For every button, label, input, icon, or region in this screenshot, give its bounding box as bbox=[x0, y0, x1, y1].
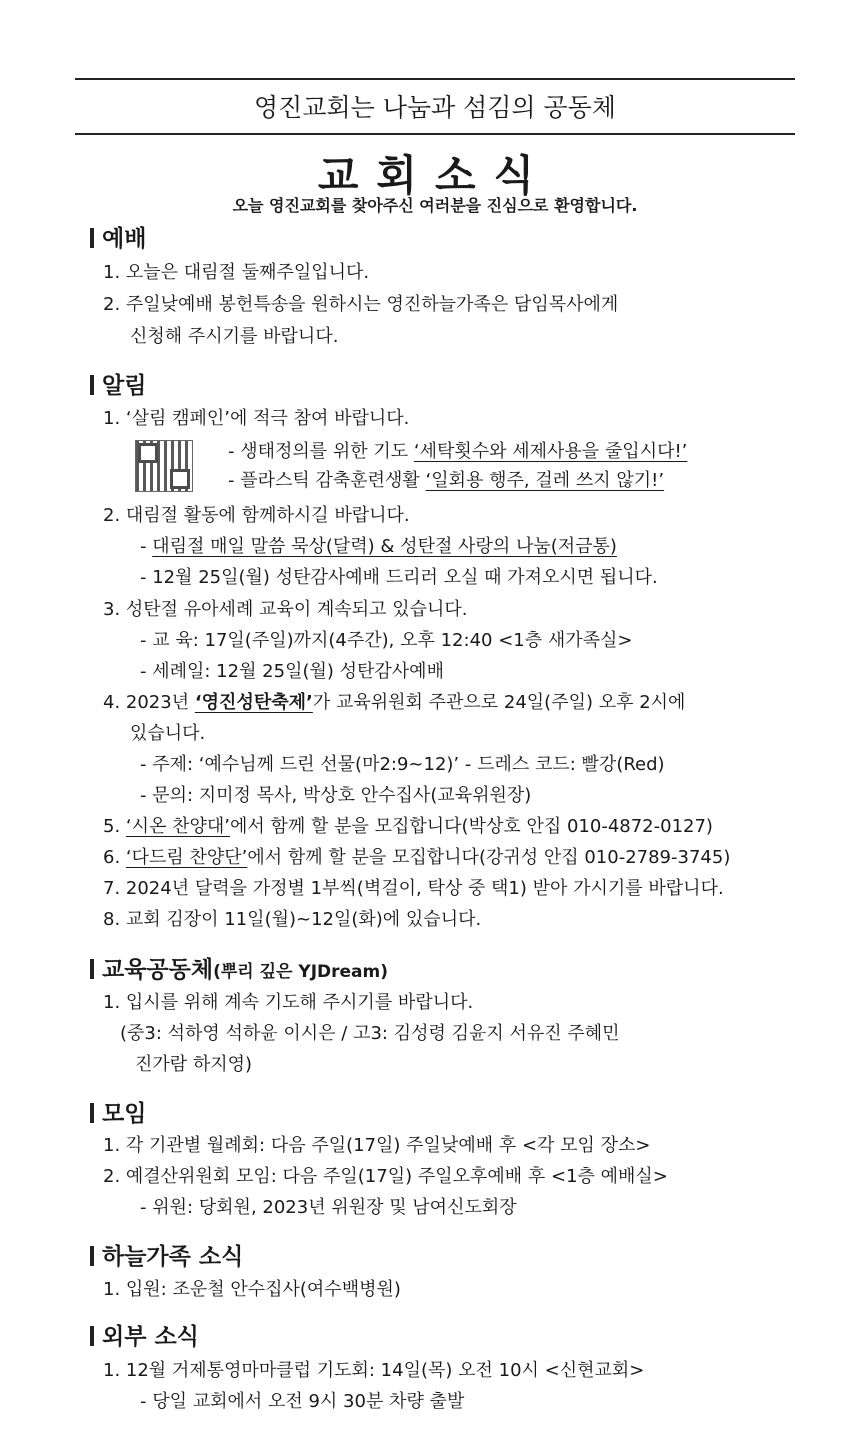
notice-item-2a bbox=[140, 532, 617, 558]
text: - 플라스틱 감축훈련생활 bbox=[228, 470, 426, 491]
notice-item-3a: - 교 육: 17일(주일)까지(4주간), 오후 12:40 <1층 새가족실> bbox=[140, 630, 633, 651]
underlined-text: 대림절 매일 말씀 묵상(달력) & 성탄절 사랑의 나눔(저금통) bbox=[152, 536, 617, 557]
top-rule bbox=[75, 78, 795, 80]
section-education-heading bbox=[90, 951, 388, 984]
notice-item-1a bbox=[228, 437, 687, 463]
text: 6. bbox=[103, 847, 126, 868]
heading-sub-label: (뿌리 깊은 YJDream) bbox=[213, 962, 389, 982]
notice-item-5 bbox=[103, 812, 713, 838]
heading-bar bbox=[90, 375, 94, 395]
underlined-text: ‘영진성탄축제’ bbox=[194, 692, 313, 713]
heading-label: 교육공동체 bbox=[102, 957, 214, 983]
heading-bar bbox=[90, 228, 94, 248]
notice-item-4 bbox=[103, 688, 685, 714]
notice-item-3b: - 세례일: 12월 25일(월) 성탄감사예배 bbox=[140, 661, 444, 682]
text: 에서 함께 할 분을 모집합니다(강귀성 안집 010-2789-3745) bbox=[247, 847, 731, 868]
underlined-text: ‘일회용 행주, 걸레 쓰지 않기!’ bbox=[425, 470, 665, 491]
heading-label: 모임 bbox=[102, 1101, 147, 1127]
underlined-text: ‘세탁횟수와 세제사용을 줄입시다!’ bbox=[413, 441, 688, 462]
education-names-1: (중3: 석하영 석하윤 이시은 / 고3: 김성령 김윤지 서유진 주혜민 bbox=[120, 1023, 620, 1044]
notice-item-8: 8. 교회 김장이 11일(월)~12일(화)에 있습니다. bbox=[103, 909, 482, 930]
meeting-item-1: 1. 각 기관별 월례회: 다음 주일(17일) 주일낮예배 후 <각 모임 장소> bbox=[103, 1135, 651, 1156]
meeting-item-2: 2. 예결산위원회 모임: 다음 주일(17일) 주일오후예배 후 <1층 예배실> bbox=[103, 1166, 668, 1187]
heading-label: 예배 bbox=[102, 226, 147, 252]
heading-label: 하늘가족 소식 bbox=[102, 1244, 244, 1270]
external-item-1: 1. 12월 거제통영마마클럽 기도회: 14일(목) 오전 10시 <신현교회> bbox=[103, 1360, 645, 1381]
notice-item-2: 2. 대림절 활동에 함께하시길 바랍니다. bbox=[103, 505, 410, 526]
section-external-heading bbox=[90, 1318, 199, 1351]
section-family-heading bbox=[90, 1238, 243, 1271]
underlined-text: ‘시온 찬양대’ bbox=[125, 816, 231, 837]
notice-item-1: 1. ‘살림 캠페인’에 적극 참여 바랍니다. bbox=[103, 408, 410, 429]
notice-item-7: 7. 2024년 달력을 가정별 1부씩(벽걸이, 탁상 중 택1) 받아 가시기를 바랍니다. bbox=[103, 878, 724, 899]
heading-bar bbox=[90, 959, 94, 979]
heading-label: 알림 bbox=[102, 373, 147, 399]
qr-code-icon bbox=[135, 440, 193, 492]
page-title: 교회소식 bbox=[317, 151, 553, 200]
underlined-text: ‘다드림 찬양단’ bbox=[125, 847, 248, 868]
meeting-item-2a: - 위원: 당회원, 2023년 위원장 및 남여신도회장 bbox=[140, 1197, 517, 1218]
text: 5. bbox=[103, 816, 126, 837]
notice-item-1b bbox=[228, 466, 664, 492]
worship-item-2-cont: 신청해 주시기를 바랍니다. bbox=[130, 326, 339, 347]
section-meeting-heading bbox=[90, 1095, 146, 1128]
section-worship-heading bbox=[90, 220, 146, 253]
notice-item-2b: - 12월 25일(월) 성탄감사예배 드리러 오실 때 가져오시면 됩니다. bbox=[140, 567, 658, 588]
education-item-1: 1. 입시를 위해 계속 기도해 주시기를 바랍니다. bbox=[103, 992, 474, 1013]
external-item-1a: - 당일 교회에서 오전 9시 30분 차량 출발 bbox=[140, 1391, 465, 1412]
notice-item-4b: - 문의: 지미정 목사, 박상호 안수집사(교육위원장) bbox=[140, 785, 532, 806]
motto-rule bbox=[75, 133, 795, 135]
heading-bar bbox=[90, 1103, 94, 1123]
family-item-1: 1. 입원: 조운철 안수집사(여수백병원) bbox=[103, 1279, 401, 1300]
text: - 생태정의를 위한 기도 bbox=[228, 441, 414, 462]
welcome-subtitle: 오늘 영진교회를 찾아주신 여러분을 진심으로 환영합니다. bbox=[232, 196, 638, 215]
church-motto: 영진교회는 나눔과 섬김의 공동체 bbox=[254, 93, 616, 122]
heading-label: 외부 소식 bbox=[102, 1324, 199, 1350]
notice-item-6 bbox=[103, 843, 730, 869]
worship-item-2: 2. 주일낮예배 봉헌특송을 원하시는 영진하늘가족은 담임목사에게 bbox=[103, 294, 619, 315]
text: - bbox=[140, 536, 153, 557]
worship-item-1: 1. 오늘은 대림절 둘째주일입니다. bbox=[103, 262, 370, 283]
education-names-2: 진가람 하지영) bbox=[135, 1054, 253, 1075]
notice-item-4a: - 주제: ‘예수님께 드린 선물(마2:9~12)’ - 드레스 코드: 빨강(Red) bbox=[140, 754, 665, 775]
text: 에서 함께 할 분을 모집합니다(박상호 안집 010-4872-0127) bbox=[230, 816, 713, 837]
heading-bar bbox=[90, 1326, 94, 1346]
text: 가 교육위원회 주관으로 24일(주일) 오후 2시에 bbox=[312, 692, 686, 713]
text: 4. 2023년 bbox=[103, 692, 195, 713]
notice-item-3: 3. 성탄절 유아세례 교육이 계속되고 있습니다. bbox=[103, 599, 468, 620]
heading-bar bbox=[90, 1246, 94, 1266]
section-notice-heading bbox=[90, 367, 146, 400]
notice-item-4-cont: 있습니다. bbox=[130, 723, 206, 744]
